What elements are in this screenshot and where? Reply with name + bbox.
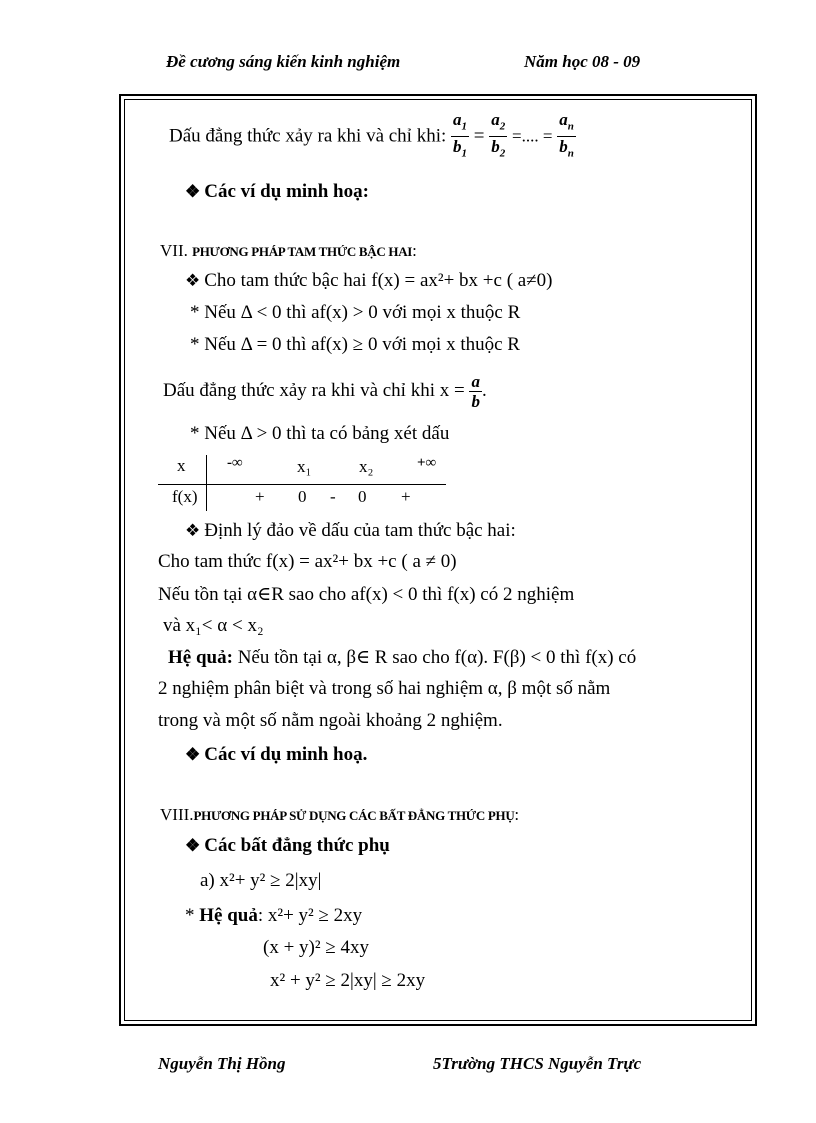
zero-delta-line: * Nếu Δ = 0 thì af(x) ≥ 0 với mọi x thuộc R bbox=[190, 334, 520, 355]
corollary-2-label: Hệ quả bbox=[199, 905, 258, 926]
negative-delta-line: * Nếu Δ < 0 thì af(x) > 0 với mọi x thuộc R bbox=[190, 302, 521, 323]
sign-table-zero-2: 0 bbox=[358, 487, 367, 506]
fraction-an-bn: $\frac{a_n}{b_n}$ bbox=[559, 110, 574, 160]
sign-table-fx-label: f(x) bbox=[172, 487, 198, 506]
sign-table-plus-1: + bbox=[255, 487, 265, 506]
converse-line-1: Cho tam thức f(x) = ax²+ bx +c ( a ≠ 0) bbox=[158, 551, 457, 572]
corollary-2-line-3: x² + y² ≥ 2|xy| ≥ 2xy bbox=[270, 970, 426, 991]
sign-table-hline bbox=[158, 484, 446, 485]
converse-line-2: Nếu tồn tại α∈R sao cho af(x) < 0 thì f(x) có 2 nghiệm bbox=[158, 584, 575, 605]
diamond-bullet-icon: ❖ bbox=[185, 521, 201, 540]
equality-condition-line: Dấu đẳng thức xảy ra khi và chỉ khi: $\frac{a_1}{b_1}$ = $\frac{a_2}{b_2}$ =.... = $\frac{a_n}{b_n}$ bbox=[169, 110, 576, 162]
converse-line-3: và x₁< α < x₂ bbox=[163, 615, 264, 636]
corollary-2-line-2: (x + y)² ≥ 4xy bbox=[263, 937, 369, 958]
corollary-line-2: 2 nghiệm phân biệt và trong số hai nghiệm α, β một số nằm bbox=[158, 678, 611, 699]
footer-right: 5Trường THCS Nguyễn Trực bbox=[433, 1054, 642, 1073]
corollary-line-3: trong và một số nằm ngoài khoảng 2 nghiệm. bbox=[158, 710, 503, 731]
examples-heading-2: ❖ Các ví dụ minh hoạ. bbox=[185, 744, 368, 765]
diamond-bullet-icon: ❖ bbox=[185, 745, 201, 764]
corollary-label: Hệ quả: bbox=[168, 647, 233, 668]
sign-table-x2: x₂ bbox=[359, 457, 374, 476]
equality-condition-label: Dấu đẳng thức xảy ra khi và chỉ khi: bbox=[169, 125, 447, 147]
section-8-heading: VIII.PHƯƠNG PHÁP SỬ DỤNG CÁC BẤT ĐẲNG THỨC PHỤ: bbox=[160, 805, 520, 824]
trinomial-line: ❖ Cho tam thức bậc hai f(x) = ax²+ bx +c ( a≠0) bbox=[185, 270, 553, 291]
section-7-heading: VII. PHƯƠNG PHÁP TAM THỨC BẬC HAI: bbox=[160, 241, 417, 260]
fraction-a-b: $\frac{a}{b}$ bbox=[471, 372, 480, 412]
fraction-a2-b2: $\frac{a_2}{b_2}$ bbox=[491, 110, 506, 160]
aux-inequalities-heading: ❖ Các bất đẳng thức phụ bbox=[185, 835, 390, 856]
diamond-bullet-icon: ❖ bbox=[185, 182, 201, 201]
sign-table-vline bbox=[206, 455, 207, 511]
converse-theorem-heading: ❖ Định lý đảo về dấu của tam thức bậc hai: bbox=[185, 520, 516, 541]
sign-table-plus-2: + bbox=[401, 487, 411, 506]
fraction-dots: =.... = bbox=[512, 126, 553, 146]
diamond-bullet-icon: ❖ bbox=[185, 271, 201, 290]
examples-heading-1: ❖ Các ví dụ minh hoạ: bbox=[185, 181, 369, 202]
positive-delta-line: * Nếu Δ > 0 thì ta có bảng xét dấu bbox=[190, 423, 450, 444]
sign-table-neg-inf: -∞ bbox=[227, 455, 243, 471]
header-left: Đề cương sáng kiến kinh nghiệm bbox=[166, 52, 401, 71]
equality-condition-2: Dấu đẳng thức xảy ra khi và chỉ khi x = $\frac{a}{b}$ . bbox=[163, 372, 487, 412]
fraction-a1-b1: $\frac{a_1}{b_1}$ bbox=[453, 110, 468, 160]
sign-table-zero-1: 0 bbox=[298, 487, 307, 506]
sign-table-x-label: x bbox=[177, 456, 186, 475]
corollary-line-1: Hệ quả: Nếu tồn tại α, β∈ R sao cho f(α). F(β) < 0 thì f(x) có bbox=[168, 647, 637, 668]
footer-left: Nguyễn Thị Hồng bbox=[158, 1054, 286, 1073]
corollary-2-line-1: * Hệ quả: x²+ y² ≥ 2xy bbox=[185, 905, 363, 926]
inequality-a: a) x²+ y² ≥ 2|xy| bbox=[200, 870, 322, 891]
header-right: Năm học 08 - 09 bbox=[524, 52, 641, 71]
sign-table-minus: - bbox=[330, 487, 336, 506]
sign-table-x1: x₁ bbox=[297, 457, 312, 476]
sign-table-pos-inf: +∞ bbox=[417, 455, 437, 471]
diamond-bullet-icon: ❖ bbox=[185, 836, 201, 855]
